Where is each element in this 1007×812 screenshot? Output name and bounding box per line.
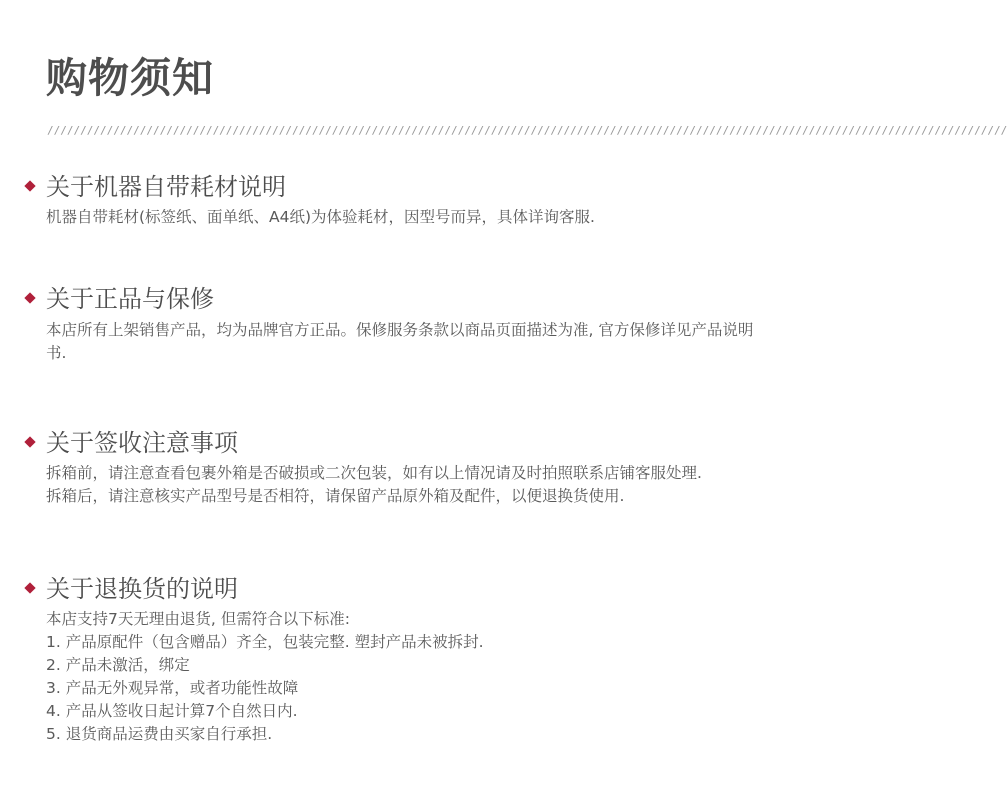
body-line: 机器自带耗材(标签纸、面单纸、A4纸)为体验耗材，因型号而异，具体详询客服. xyxy=(46,208,595,226)
list-item: 1. 产品原配件（包含赠品）齐全，包装完整. 塑封产品未被拆封. xyxy=(46,633,484,651)
diamond-bullet-icon xyxy=(24,292,35,303)
section-body xyxy=(46,319,754,365)
section-heading: 关于签收注意事项 xyxy=(46,429,238,457)
decorative-divider: ///////////////////////////////////////////////////////////////////////////////////////////////////////////////////////////////////////////////// xyxy=(47,124,1007,137)
section-body xyxy=(46,462,754,508)
body-line: 本店所有上架销售产品，均为品牌官方正品。保修服务条款以商品页面描述为准, 官方保修详见产品说明书. xyxy=(46,321,754,362)
page-title: 购物须知 xyxy=(46,54,214,102)
section-body xyxy=(46,206,754,229)
section-heading: 关于退换货的说明 xyxy=(46,575,238,603)
list-item: 2. 产品未激活，绑定 xyxy=(46,656,190,674)
list-item: 3. 产品无外观异常，或者功能性故障 xyxy=(46,679,299,697)
body-line: 拆箱前，请注意查看包裹外箱是否破损或二次包装，如有以上情况请及时拍照联系店铺客服处理. xyxy=(46,464,702,482)
diamond-bullet-icon xyxy=(24,180,35,191)
list-item: 5. 退货商品运费由买家自行承担. xyxy=(46,725,273,743)
body-line: 拆箱后，请注意核实产品型号是否相符，请保留产品原外箱及配件，以便退换货使用. xyxy=(46,487,625,505)
list-item: 4. 产品从签收日起计算7个自然日内. xyxy=(46,702,298,720)
body-line: 本店支持7天无理由退货, 但需符合以下标准: xyxy=(46,610,350,628)
diamond-bullet-icon xyxy=(24,582,35,593)
section-heading: 关于正品与保修 xyxy=(46,285,214,313)
section-body xyxy=(46,608,754,746)
section-heading: 关于机器自带耗材说明 xyxy=(46,173,286,201)
diamond-bullet-icon xyxy=(24,436,35,447)
